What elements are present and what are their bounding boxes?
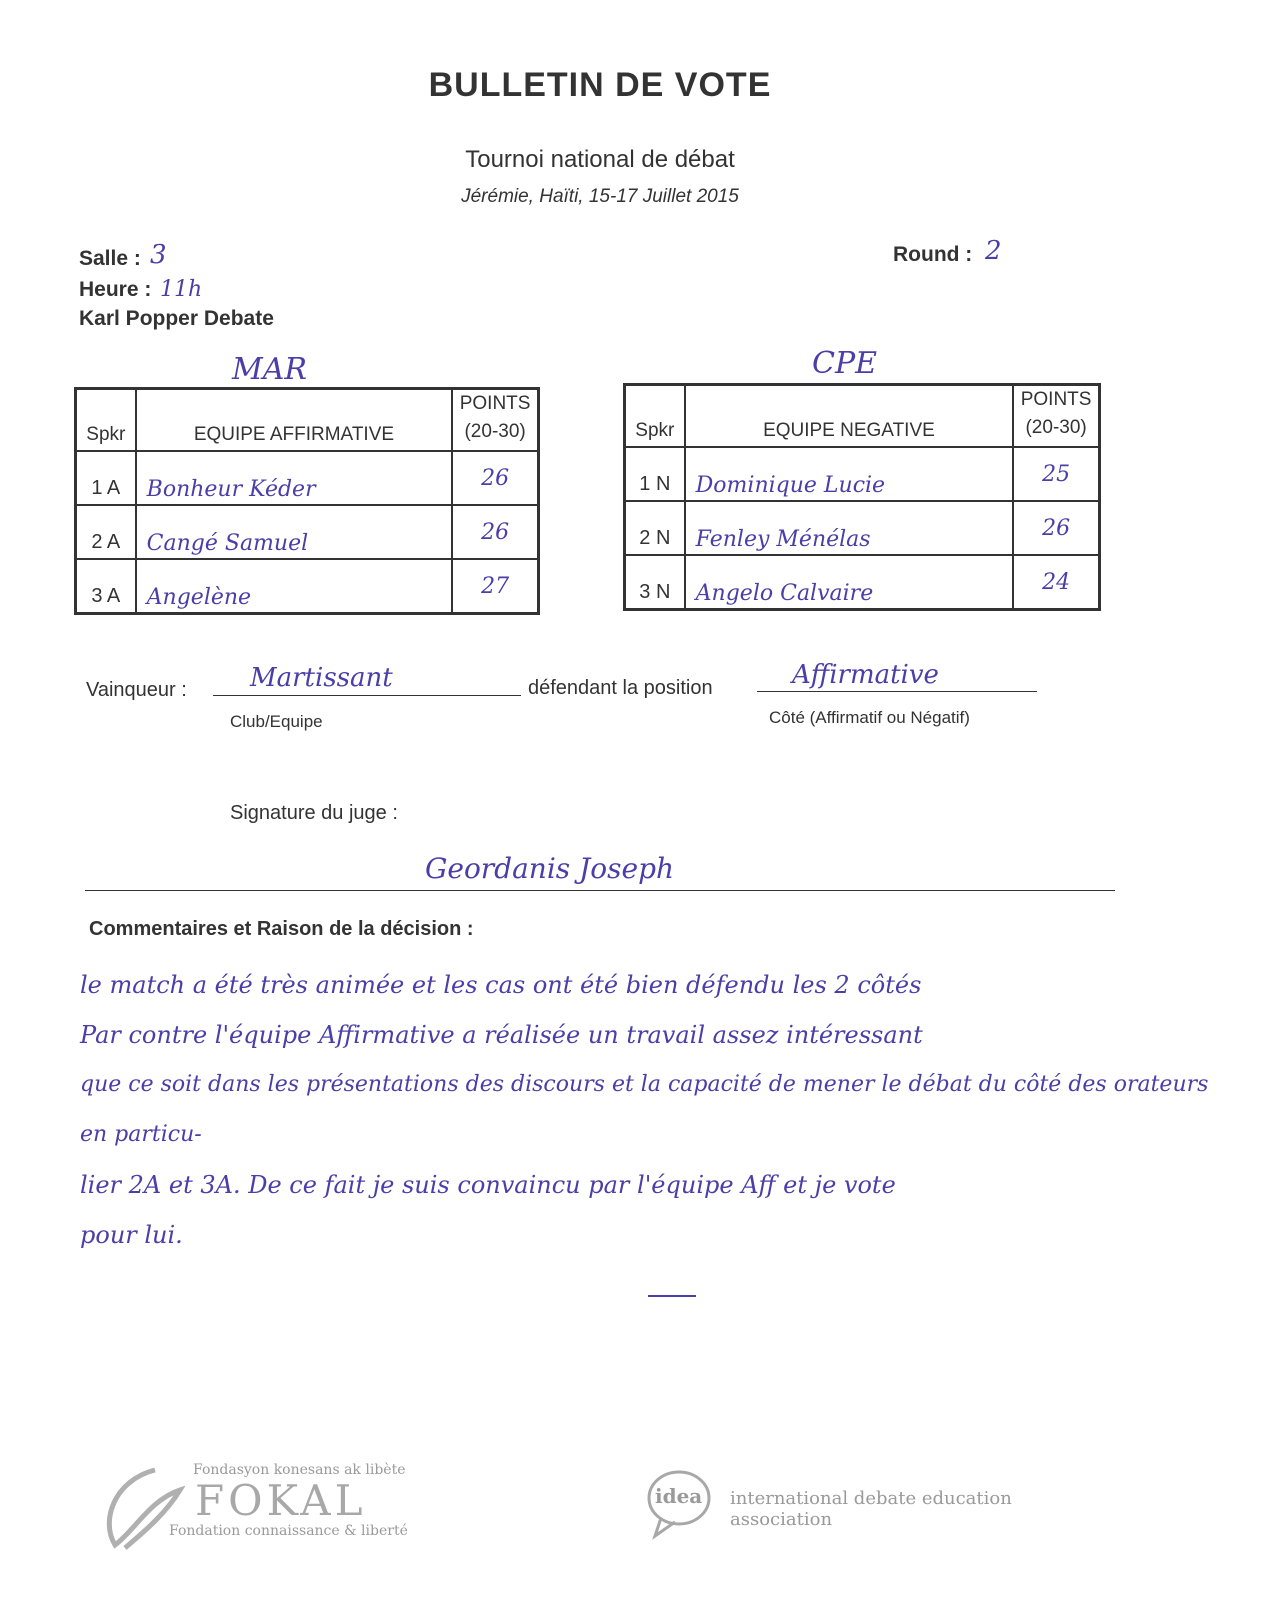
location-date: Jérémie, Haïti, 15-17 Juillet 2015 — [461, 186, 739, 207]
col-spkr-header: Spkr — [625, 385, 685, 448]
negative-team-code: CPE — [812, 346, 878, 381]
points-range: (20-30) — [464, 421, 526, 442]
col-team-header: EQUIPE NEGATIVE — [685, 385, 1014, 448]
speaker-points: 26 — [452, 505, 538, 559]
affirmative-score-table — [74, 387, 540, 615]
table-row — [625, 555, 1100, 609]
idea-name: international debate education association — [730, 1488, 1012, 1530]
speaker-points: 27 — [452, 559, 538, 613]
salle-value: 3 — [150, 240, 167, 270]
round-value: 2 — [985, 236, 1002, 266]
idea-logo — [645, 1466, 1105, 1546]
winner-value: Martissant — [250, 663, 393, 693]
comment-line: que ce soit dans les présentations des discours et la capacité de mener le débat du côté des orateurs en particu- — [80, 1072, 1209, 1147]
col-team-header: EQUIPE AFFIRMATIVE — [136, 389, 453, 452]
comment-line: lier 2A et 3A. De ce fait je suis convaincu par l'équipe Aff et je vote — [80, 1171, 896, 1199]
table-row — [625, 447, 1100, 501]
speaker-code: 1 N — [625, 447, 685, 501]
speaker-name: Dominique Lucie — [685, 447, 1014, 501]
points-label: POINTS — [459, 393, 531, 414]
speaker-points: 26 — [1013, 501, 1099, 555]
points-label: POINTS — [1020, 389, 1092, 410]
fokal-name: FOKAL — [195, 1476, 367, 1525]
speaker-points: 24 — [1013, 555, 1099, 609]
speaker-code: 3 A — [76, 559, 136, 613]
speaker-name: Angelo Calvaire — [685, 555, 1014, 609]
col-spkr-header: Spkr — [76, 389, 136, 452]
speaker-name: Fenley Ménélas — [685, 501, 1014, 555]
speaker-code: 1 A — [76, 451, 136, 505]
idea-mark: idea — [655, 1484, 703, 1508]
position-underline — [757, 691, 1037, 692]
table-row — [76, 451, 539, 505]
heure-label: Heure : — [79, 278, 152, 301]
round-label: Round : — [893, 243, 973, 266]
table-row — [76, 505, 539, 559]
speaker-code: 2 A — [76, 505, 136, 559]
salle-label: Salle : — [79, 247, 141, 270]
speaker-name: Angelène — [136, 559, 453, 613]
comment-line: Par contre l'équipe Affirmative a réalisée un travail assez intéressant — [80, 1021, 923, 1049]
comment-line: le match a été très animée et les cas ont été bien défendu les 2 côtés — [80, 971, 922, 999]
winner-underline — [213, 695, 521, 696]
col-points-header — [1013, 385, 1099, 448]
table-row — [625, 501, 1100, 555]
judge-signature: Geordanis Joseph — [425, 852, 675, 885]
position-label: défendant la position — [528, 677, 713, 699]
signature-label: Signature du juge : — [230, 802, 398, 824]
fokal-tagline-fr: Fondation connaissance & liberté — [169, 1523, 408, 1539]
comment-line: pour lui. — [80, 1221, 183, 1249]
table-row — [76, 559, 539, 613]
speaker-points: 25 — [1013, 447, 1099, 501]
comments-label: Commentaires et Raison de la décision : — [89, 918, 474, 940]
col-points-header — [452, 389, 538, 452]
winner-label: Vainqueur : — [86, 679, 187, 701]
tournament-name: Tournoi national de débat — [465, 146, 735, 173]
speaker-code: 3 N — [625, 555, 685, 609]
signature-line — [85, 890, 1115, 891]
heure-value: 11h — [160, 277, 203, 302]
debate-format: Karl Popper Debate — [79, 307, 274, 330]
position-caption: Côté (Affirmatif ou Négatif) — [769, 708, 970, 727]
speaker-points: 26 — [452, 451, 538, 505]
affirmative-team-code: MAR — [232, 352, 307, 387]
position-value: Affirmative — [792, 660, 939, 690]
comments-body — [80, 960, 1230, 1260]
end-mark — [648, 1295, 696, 1297]
document-title: BULLETIN DE VOTE — [428, 66, 772, 104]
points-range: (20-30) — [1025, 417, 1087, 438]
fokal-logo — [95, 1458, 495, 1558]
fokal-tagline-ht: Fondasyon konesans ak libète — [193, 1462, 406, 1478]
speaker-name: Cangé Samuel — [136, 505, 453, 559]
speaker-name: Bonheur Kéder — [136, 451, 453, 505]
speaker-code: 2 N — [625, 501, 685, 555]
winner-caption: Club/Equipe — [230, 712, 323, 731]
negative-score-table — [623, 383, 1101, 611]
